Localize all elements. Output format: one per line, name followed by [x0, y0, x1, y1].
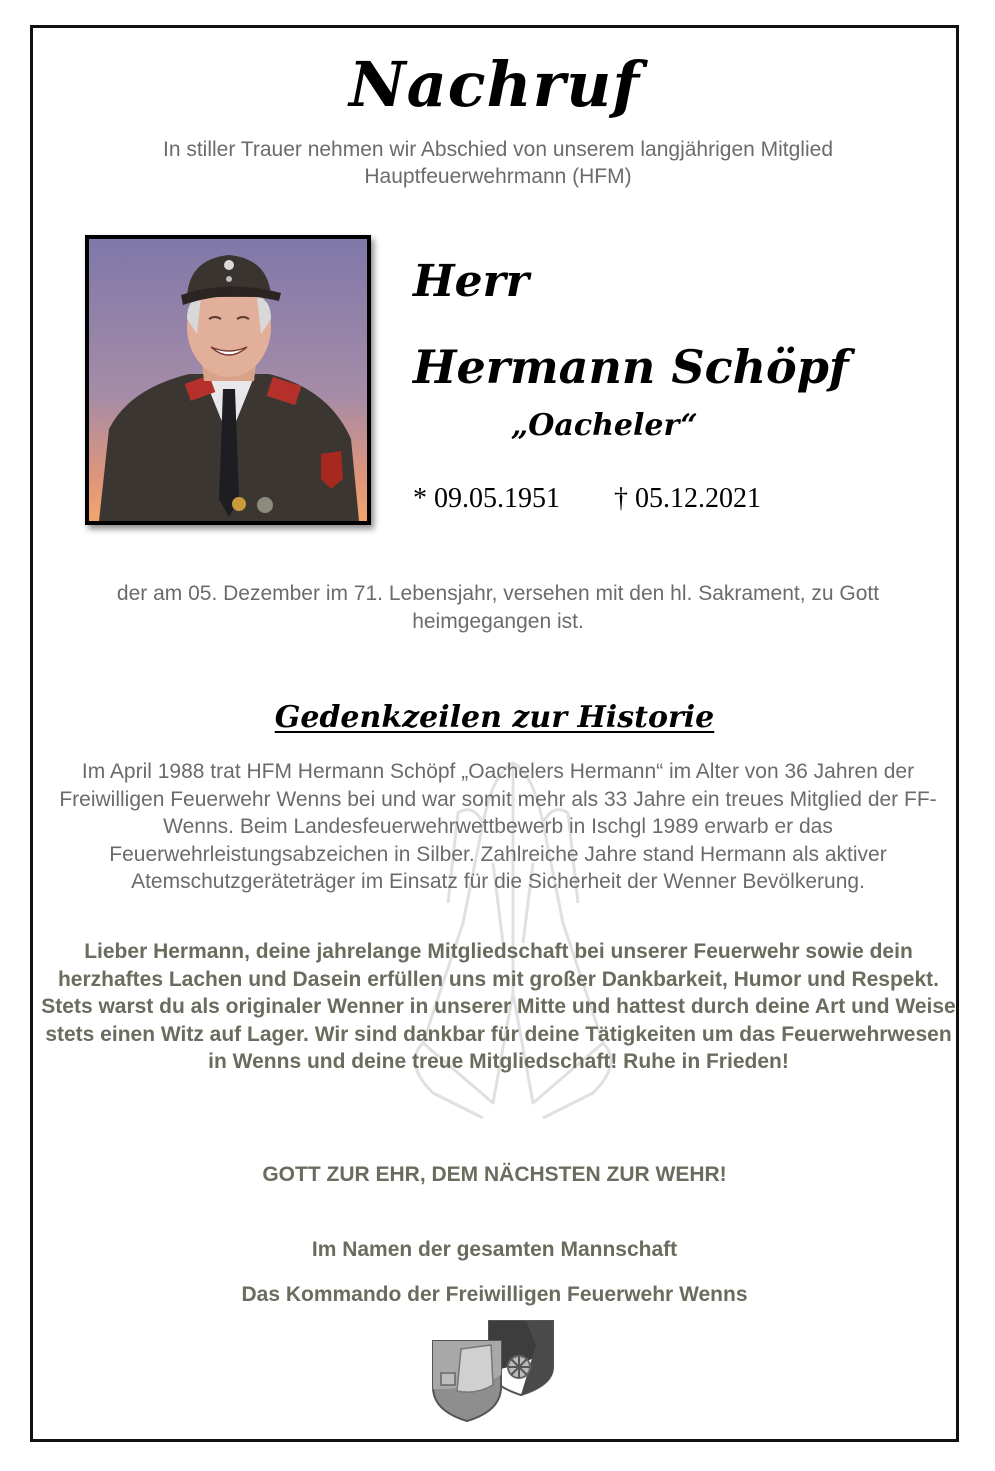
history-heading	[33, 700, 956, 735]
birth-date: * 09.05.1951	[413, 483, 560, 514]
coat-of-arms-icon	[431, 1315, 561, 1425]
obituary-frame	[30, 25, 959, 1442]
portrait-photo	[85, 235, 371, 525]
life-dates	[413, 483, 761, 515]
deceased-name: Hermann Schöpf	[413, 340, 849, 394]
signature-line-2: Das Kommando der Freiwilligen Feuerwehr Wenns	[241, 1283, 748, 1306]
page-title: Nachruf	[348, 48, 641, 121]
tribute-text: Lieber Hermann, deine jahrelange Mitgliedschaft bei unserer Feuerwehr sowie dein herzhaftes Lachen und Dasein erfüllen uns mit großer Dankbarkeit, Humor und Respekt. Stets warst du als originaler Wenner in unserer Mitte und hattest durch deine Art und Weise stets einen Witz auf Lager. Wir sind dankbar für deine Tätigkeiten um das Feuerwehrwesen in Wenns und deine treue Mitgliedschaft! Ruhe in Frieden!	[41, 940, 956, 1073]
intro-text: In stiller Trauer nehmen wir Abschied von unserem langjährigen Mitglied Hauptfeuerwehrmann (HFM)	[162, 138, 833, 188]
death-notice-text: der am 05. Dezember im 71. Lebensjahr, versehen mit den hl. Sakrament, zu Gott heimgegangen ist.	[116, 582, 880, 633]
portrait-illustration	[89, 239, 367, 521]
signature-line-1: Im Namen der gesamten Mannschaft	[311, 1238, 678, 1261]
history-heading-text: Gedenkzeilen zur Historie	[274, 700, 715, 735]
history-text: Im April 1988 trat HFM Hermann Schöpf „Oachelers Hermann“ im Alter von 36 Jahren der Freiwilligen Feuerwehr Wenns bei und war somit mehr als 33 Jahre ein treues Mitglied der FF-Wenns. Beim Landesfeuerwehrwettbewerb in Ischgl 1989 erwarb er das Feuerwehrleistungsabzeichen in Silber. Zahlreiche Jahre stand Hermann als aktiver Atemschutzgeräteträger im Einsatz für die Sicherheit der Wenner Bevölkerung.	[59, 760, 937, 893]
salutation: Herr	[413, 256, 529, 307]
fire-brigade-motto: GOTT ZUR EHR, DEM NÄCHSTEN ZUR WEHR!	[262, 1163, 727, 1186]
death-date: † 05.12.2021	[614, 483, 761, 514]
nickname: „Oacheler“	[511, 408, 698, 443]
